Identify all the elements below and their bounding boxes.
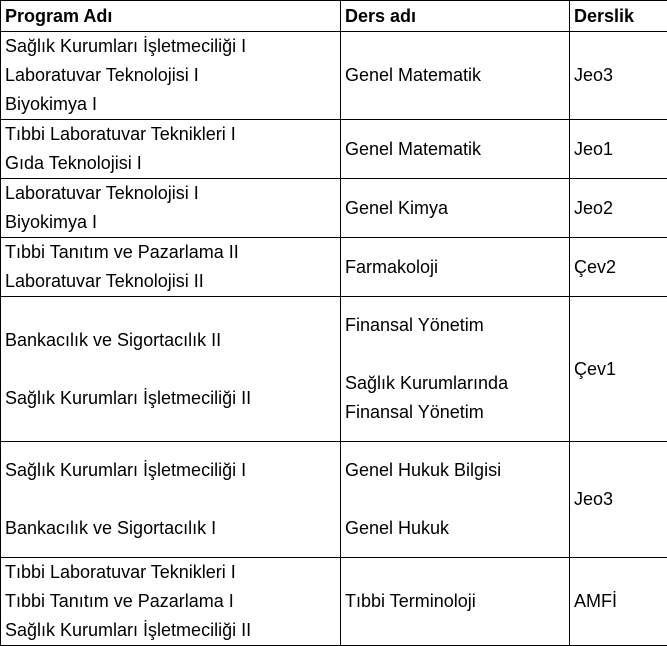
line-gap xyxy=(5,355,336,384)
program-name: Bankacılık ve Sigortacılık II xyxy=(5,326,336,355)
course-name: Sağlık Kurumlarında xyxy=(345,369,565,398)
table-row xyxy=(1,179,667,238)
header-row xyxy=(1,1,667,32)
program-name: Tıbbi Laboratuvar Teknikleri I xyxy=(5,558,336,587)
course-name: Genel Matematik xyxy=(345,135,565,164)
program-cell xyxy=(1,297,341,442)
course-name: Genel Kimya xyxy=(345,194,565,223)
room-cell: Jeo2 xyxy=(570,179,667,238)
program-name: Biyokimya I xyxy=(5,208,336,237)
room-cell: Çev2 xyxy=(570,238,667,297)
header-program: Program Adı xyxy=(1,1,341,32)
program-name: Tıbbi Tanıtım ve Pazarlama II xyxy=(5,238,336,267)
program-name: Sağlık Kurumları İşletmeciliği II xyxy=(5,384,336,413)
program-cell xyxy=(1,120,341,179)
program-name: Sağlık Kurumları İşletmeciliği I xyxy=(5,456,336,485)
course-name: Finansal Yönetim xyxy=(345,311,565,340)
course-cell xyxy=(341,120,570,179)
program-name: Laboratuvar Teknolojisi II xyxy=(5,267,336,296)
program-cell xyxy=(1,32,341,120)
header-room: Derslik xyxy=(570,1,667,32)
course-cell xyxy=(341,558,570,646)
course-name: Finansal Yönetim xyxy=(345,398,565,427)
program-name: Tıbbi Tanıtım ve Pazarlama I xyxy=(5,587,336,616)
course-name: Genel Matematik xyxy=(345,61,565,90)
program-cell xyxy=(1,558,341,646)
table-row xyxy=(1,297,667,442)
table-row xyxy=(1,120,667,179)
course-name: Farmakoloji xyxy=(345,253,565,282)
program-name: Laboratuvar Teknolojisi I xyxy=(5,179,336,208)
course-cell xyxy=(341,297,570,442)
course-cell xyxy=(341,32,570,120)
room-cell: Çev1 xyxy=(570,297,667,442)
program-name: Laboratuvar Teknolojisi I xyxy=(5,61,336,90)
program-name: Tıbbi Laboratuvar Teknikleri I xyxy=(5,120,336,149)
program-name: Bankacılık ve Sigortacılık I xyxy=(5,514,336,543)
program-name: Sağlık Kurumları İşletmeciliği I xyxy=(5,32,336,61)
course-cell xyxy=(341,238,570,297)
course-cell xyxy=(341,179,570,238)
room-cell: Jeo3 xyxy=(570,32,667,120)
line-gap xyxy=(345,485,565,514)
table-row xyxy=(1,238,667,297)
line-gap xyxy=(5,485,336,514)
room-cell: Jeo1 xyxy=(570,120,667,179)
program-name: Gıda Teknolojisi I xyxy=(5,149,336,178)
course-name: Genel Hukuk xyxy=(345,514,565,543)
table-row xyxy=(1,442,667,558)
program-cell xyxy=(1,442,341,558)
program-name: Sağlık Kurumları İşletmeciliği II xyxy=(5,616,336,645)
line-gap xyxy=(345,340,565,369)
header-course: Ders adı xyxy=(341,1,570,32)
table-row xyxy=(1,558,667,646)
table-row xyxy=(1,32,667,120)
course-name: Genel Hukuk Bilgisi xyxy=(345,456,565,485)
course-cell xyxy=(341,442,570,558)
program-cell xyxy=(1,179,341,238)
program-cell xyxy=(1,238,341,297)
room-cell: Jeo3 xyxy=(570,442,667,558)
course-name: Tıbbi Terminoloji xyxy=(345,587,565,616)
room-cell: AMFİ xyxy=(570,558,667,646)
program-name: Biyokimya I xyxy=(5,90,336,119)
